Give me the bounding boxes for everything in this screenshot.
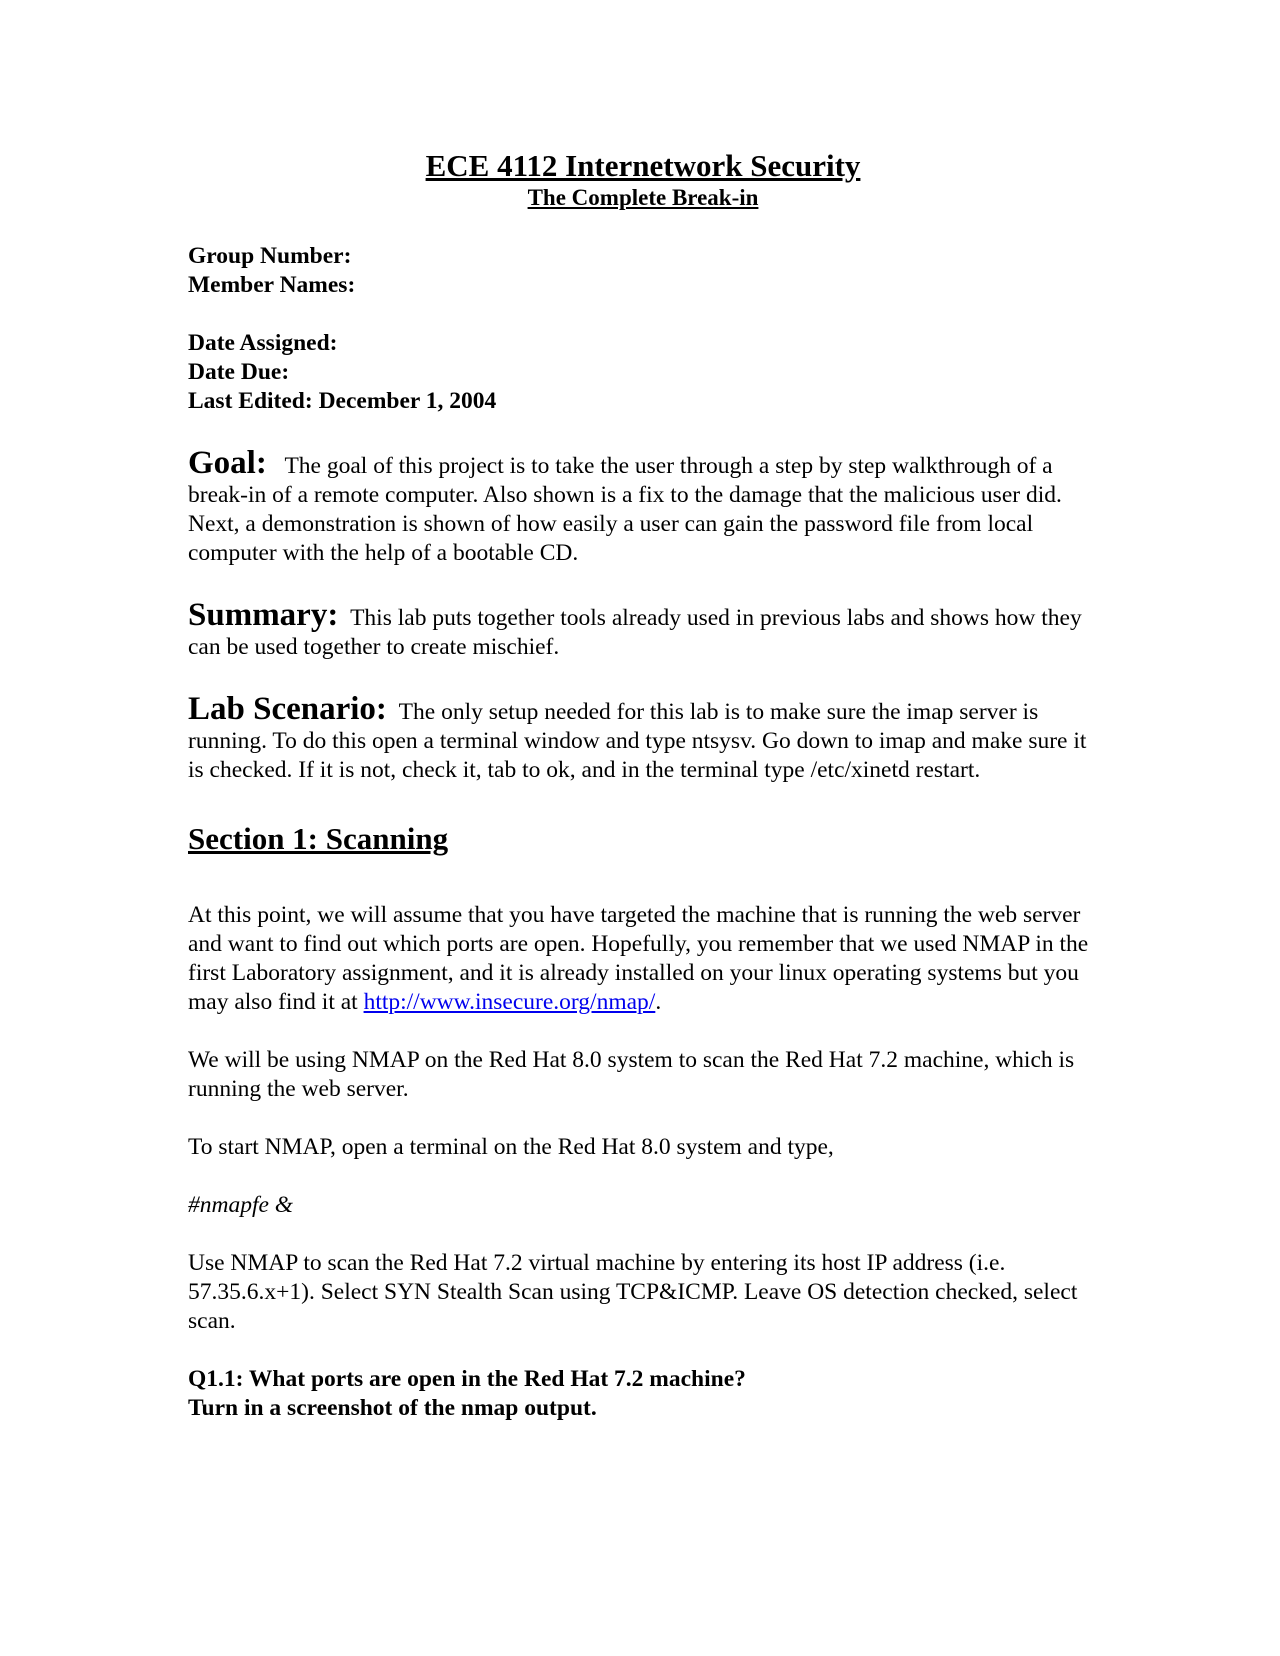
scenario-paragraph [188,691,1098,785]
summary-paragraph [188,597,1098,662]
nmapfe-command: #nmapfe & [188,1192,294,1218]
scenario-label: Lab Scenario: [188,691,387,727]
spacer [188,1220,1098,1249]
summary-label: Summary: [188,597,339,633]
goal-text: The goal of this project is to take the user through a step by step walkthrough of a break-in of a remote computer. Also shown is a fix to the damage that the malicious user did. Next, a demonstration is shown of how easily a user can gain the password file from local computer with the help of a bootable CD. [188,453,1062,566]
last-edited-line: Last Edited: December 1, 2004 [188,388,497,414]
date-due-label: Date Due: [188,359,290,385]
scanning-intro-paragraph [188,901,1098,1017]
scenario-text: The only setup needed for this lab is to make sure the imap server is running. To do this open a terminal window and type ntsysv. Go down to imap and make sure it is checked. If it is not, check it, tab to ok, and in the terminal type /etc/xinetd restart. [188,699,1087,783]
start-nmap-paragraph: To start NMAP, open a terminal on the Red Hat 8.0 system and type, [188,1134,834,1160]
document-subtitle: The Complete Break-in [527,185,759,210]
scanning-intro-text: At this point, we will assume that you have targeted the machine that is running the web server and want to find out which ports are open. Hopefully, you remember that we used NMAP in the first Laboratory assignment, and it is already installed on your linux operating systems but you may also find it at [188,902,1089,1015]
spacer [188,300,1098,329]
section-heading-scanning: Section 1: Scanning [188,821,449,856]
member-names-label: Member Names: [188,272,356,298]
spacer [188,1162,1098,1191]
scanning-intro-end: . [655,989,662,1015]
goal-paragraph [188,445,1098,568]
summary-text: This lab puts together tools already used in previous labs and shows how they can be used together to create mischief. [188,605,1082,660]
spacer [188,1104,1098,1133]
spacer [188,1336,1098,1365]
date-assigned-label: Date Assigned: [188,330,338,356]
document-title: ECE 4112 Internetwork Security [425,148,861,183]
nmap-link[interactable]: http://www.insecure.org/nmap/ [363,989,656,1015]
question-1-1: Q1.1: What ports are open in the Red Hat 7.2 machine? [188,1366,746,1392]
question-1-1-screenshot: Turn in a screenshot of the nmap output. [188,1395,597,1421]
spacer [188,1017,1098,1046]
nmap-usage-paragraph: We will be using NMAP on the Red Hat 8.0 system to scan the Red Hat 7.2 machine, which is running the web server. [188,1047,1075,1102]
document-page [188,148,1098,1423]
goal-label: Goal: [188,445,267,481]
scan-instructions-paragraph: Use NMAP to scan the Red Hat 7.2 virtual machine by entering its host IP address (i.e. 57.35.6.x+1). Select SYN Stealth Scan using TCP&ICMP. Leave OS detection checked, select scan. [188,1250,1078,1334]
group-number-label: Group Number: [188,243,352,269]
